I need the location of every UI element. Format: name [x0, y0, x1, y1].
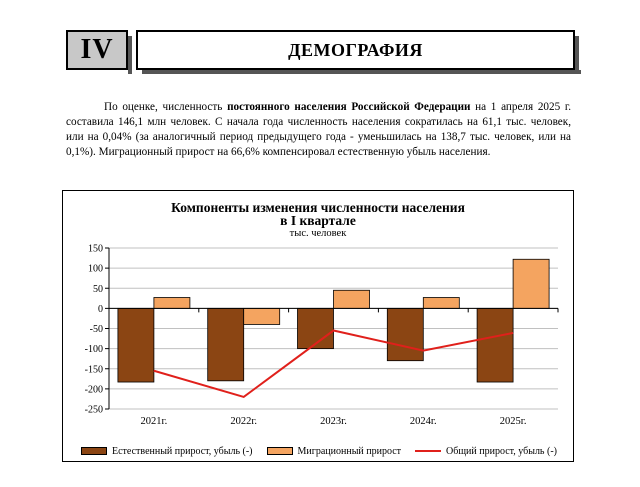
x-tick-label: 2022г. — [230, 416, 258, 427]
chart-plot — [63, 191, 573, 441]
paragraph-text-end: на 1 апреля 2025 г. составила 146,1 млн человек. С начала года численность населения сократилась на 61,1 тыс. человек, или на 0,04% (за аналогичный период предыдущего года - уменьшилась на 138,7 тыс. человек, или на 0,1%). Миграционный прирост на 66,6% компенсировал естественную убыль населения. — [66, 101, 571, 158]
y-tick-label: -100 — [84, 344, 103, 356]
intro-paragraph — [66, 100, 571, 160]
legend-item-natural — [81, 446, 253, 457]
y-tick-label: -250 — [84, 404, 103, 416]
y-tick-label: 50 — [93, 283, 103, 295]
legend-item-total — [415, 446, 557, 457]
chapter-title-box — [136, 30, 575, 70]
legend-label-migration: Миграционный прирост — [297, 445, 402, 457]
bar-migration-3 — [423, 298, 459, 309]
x-tick-label: 2025г. — [499, 416, 527, 427]
bar-migration-2 — [334, 290, 370, 308]
y-tick-label: 150 — [88, 243, 103, 255]
legend-item-migration — [267, 446, 402, 457]
chapter-header — [66, 30, 575, 74]
y-tick-label: -150 — [84, 364, 103, 376]
y-tick-label: -50 — [89, 324, 103, 335]
chart-frame — [62, 190, 574, 462]
legend-label-total: Общий прирост, убыль (-) — [446, 445, 557, 457]
x-tick-label: 2021г. — [140, 416, 168, 427]
x-tick-label: 2024г. — [409, 416, 437, 427]
legend-swatch-natural — [81, 447, 107, 455]
y-tick-label: 0 — [98, 303, 103, 315]
legend-swatch-migration — [267, 447, 293, 455]
bar-natural-4 — [477, 308, 513, 382]
legend-label-natural: Естественный прирост, убыль (-) — [112, 445, 253, 457]
paragraph-bold-text: постоянного населения Российской Федерации — [227, 101, 471, 113]
legend-swatch-total — [415, 450, 441, 452]
bar-migration-1 — [244, 308, 280, 324]
x-tick-label: 2023г. — [320, 416, 347, 427]
bar-natural-3 — [387, 308, 423, 360]
bar-migration-0 — [154, 298, 190, 309]
chapter-number: IV — [80, 34, 114, 65]
chart-legend — [81, 444, 561, 458]
y-tick-label: 100 — [88, 263, 103, 275]
y-tick-label: -200 — [84, 384, 103, 396]
bar-natural-0 — [118, 308, 154, 382]
chart-title-line1: Компоненты изменения численности населения — [171, 200, 465, 215]
chapter-number-box — [66, 30, 128, 70]
chart-title-line2: в I квартале — [280, 213, 356, 228]
paragraph-text-start: По оценке, численность — [104, 101, 228, 113]
chart-unit-label: тыс. человек — [289, 228, 347, 239]
bar-natural-1 — [208, 308, 244, 380]
bar-migration-4 — [513, 259, 549, 308]
chapter-title: ДЕМОГРАФИЯ — [288, 39, 423, 60]
